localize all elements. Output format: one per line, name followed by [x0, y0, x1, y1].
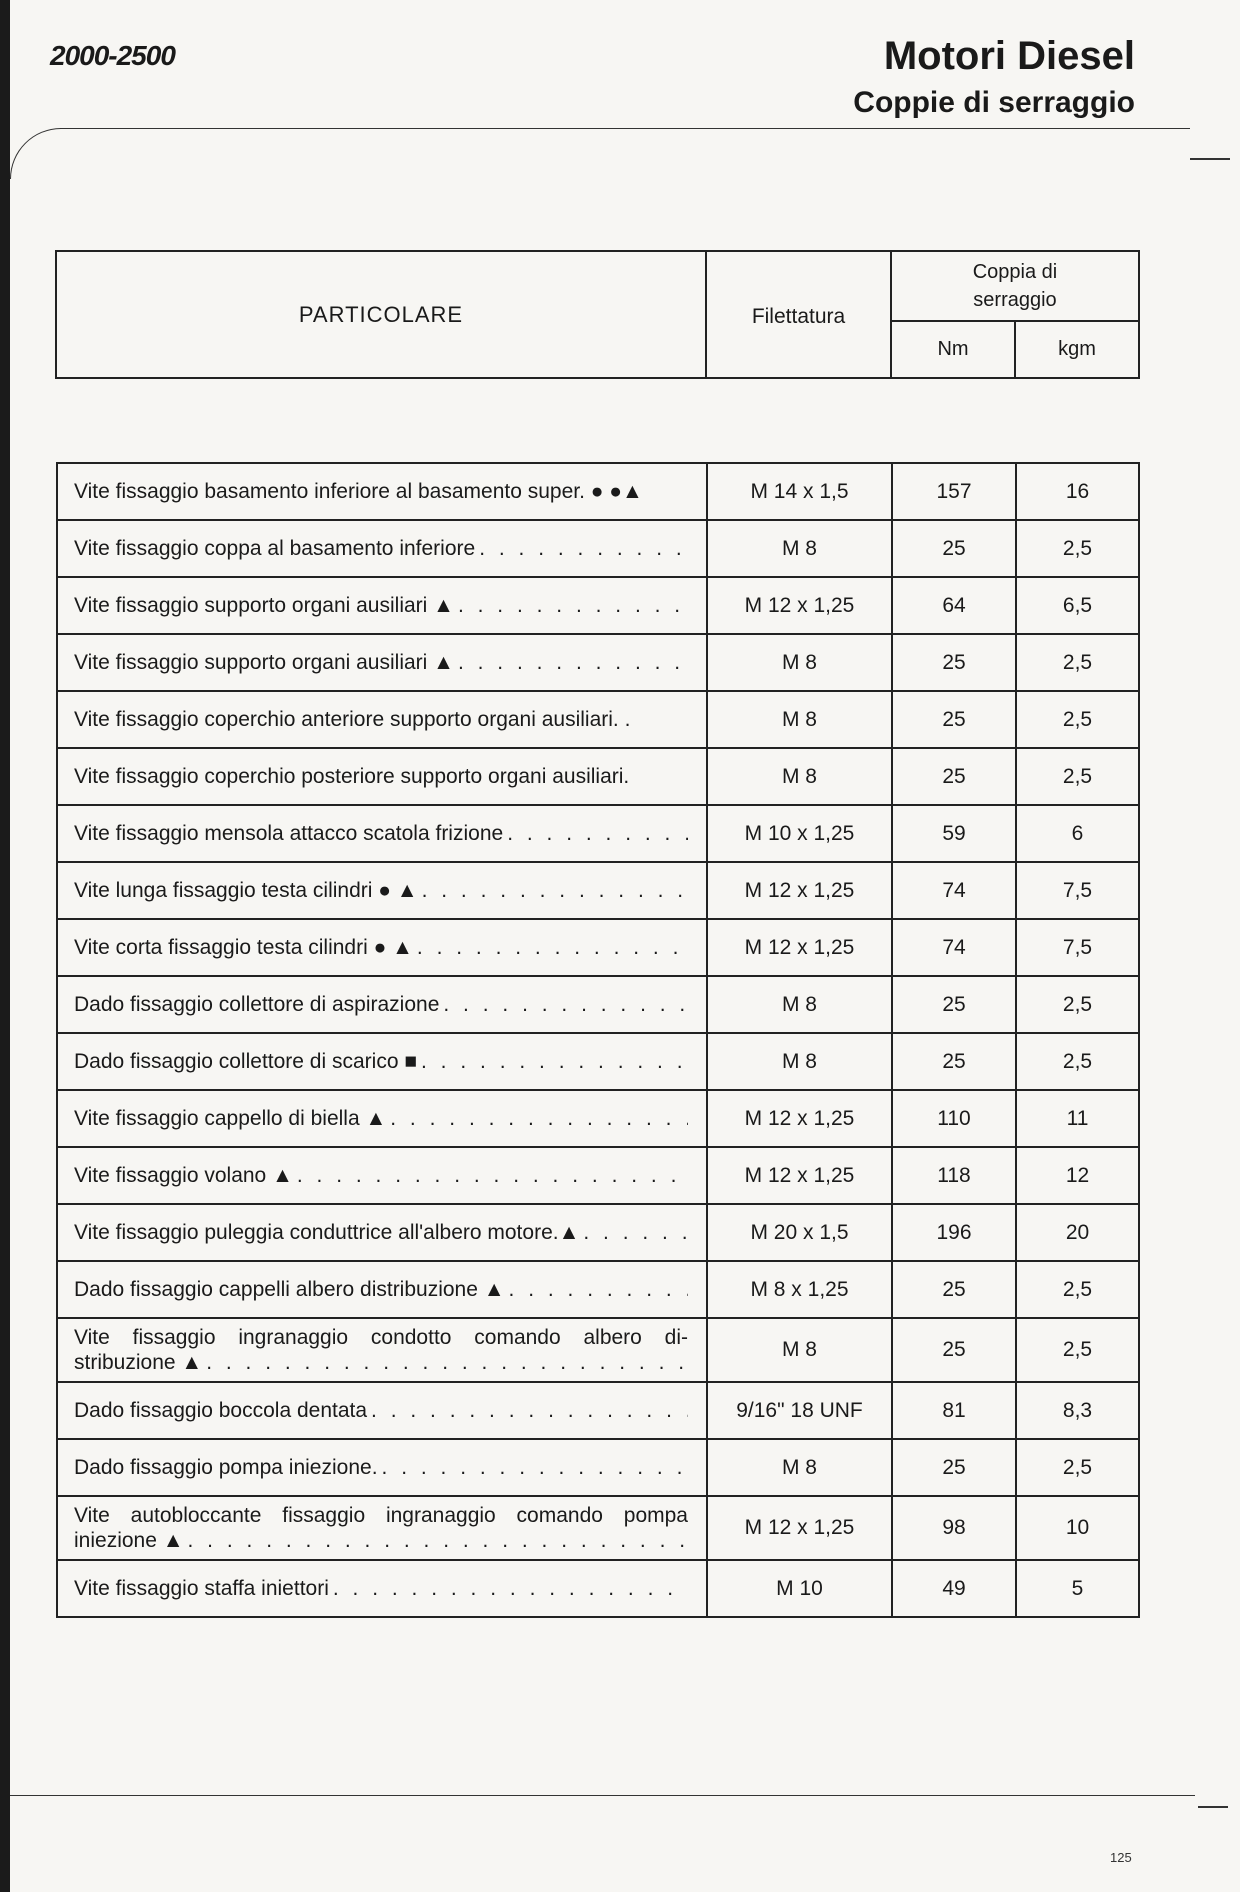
cell-particolare: [57, 520, 707, 577]
dot-leader: [386, 1107, 688, 1131]
table-row: [57, 1033, 1139, 1090]
table-row: [57, 805, 1139, 862]
cell-filettatura: M 8: [707, 1033, 892, 1090]
cell-particolare: [57, 691, 707, 748]
dot-leader: [503, 822, 688, 846]
cell-filettatura: M 12 x 1,25: [707, 862, 892, 919]
table-row: [57, 520, 1139, 577]
description-text: Vite fissaggio staffa iniettori: [74, 1576, 329, 1600]
header-nm: Nm: [891, 321, 1015, 378]
cell-particolare: [57, 577, 707, 634]
dot-leader: [418, 879, 688, 903]
description-line: [74, 1577, 688, 1601]
description-line: [74, 1107, 688, 1131]
description-line: [74, 822, 688, 846]
cell-particolare: [57, 1382, 707, 1439]
description-line: [74, 480, 688, 504]
dot-leader: [329, 1577, 688, 1601]
table-row: [57, 577, 1139, 634]
cell-particolare: [57, 463, 707, 520]
description-text: Vite fissaggio mensola attacco scatola frizione: [74, 821, 504, 845]
header-curve: [10, 128, 71, 179]
dot-leader: [579, 1221, 688, 1245]
cell-filettatura: M 20 x 1,5: [707, 1204, 892, 1261]
cell-filettatura: M 10: [707, 1560, 892, 1617]
cell-particolare: [57, 805, 707, 862]
table-row: [57, 1382, 1139, 1439]
description-text: Vite fissaggio supporto organi ausiliari ▲: [74, 593, 454, 617]
header-filettatura: Filettatura: [706, 251, 891, 378]
table-row: [57, 1318, 1139, 1382]
cell-kgm: 5: [1016, 1560, 1139, 1617]
cell-filettatura: M 8: [707, 520, 892, 577]
table-header: [55, 250, 1140, 379]
description-text: Vite fissaggio coppa al basamento inferiore: [74, 536, 476, 560]
cell-kgm: 7,5: [1016, 862, 1139, 919]
cell-nm: 49: [892, 1560, 1016, 1617]
cell-kgm: 6,5: [1016, 577, 1139, 634]
table-row: [57, 463, 1139, 520]
cell-kgm: 2,5: [1016, 976, 1139, 1033]
cell-nm: 64: [892, 577, 1016, 634]
dot-leader: [454, 651, 688, 675]
description-text: Vite fissaggio puleggia conduttrice all'albero motore.▲: [74, 1220, 580, 1244]
cell-filettatura: M 12 x 1,25: [707, 577, 892, 634]
description-text: Dado fissaggio collettore di scarico ■: [74, 1049, 418, 1073]
cell-kgm: 6: [1016, 805, 1139, 862]
cell-filettatura: M 8: [707, 976, 892, 1033]
cell-filettatura: M 12 x 1,25: [707, 1147, 892, 1204]
dot-leader: [293, 1164, 688, 1188]
cell-filettatura: M 8: [707, 1318, 892, 1382]
cell-kgm: 20: [1016, 1204, 1139, 1261]
cell-kgm: 2,5: [1016, 1439, 1139, 1496]
margin-mark: [1190, 158, 1230, 160]
description-line: [74, 1399, 688, 1423]
cell-particolare: [57, 919, 707, 976]
cell-kgm: 10: [1016, 1496, 1139, 1560]
description-text: iniezione ▲: [74, 1529, 184, 1552]
cell-nm: 157: [892, 463, 1016, 520]
cell-filettatura: 9/16" 18 UNF: [707, 1382, 892, 1439]
cell-particolare: [57, 1204, 707, 1261]
dot-leader: [367, 1399, 688, 1423]
cell-filettatura: M 8 x 1,25: [707, 1261, 892, 1318]
description-line: [74, 765, 688, 789]
description-text: Dado fissaggio cappelli albero distribuzione ▲: [74, 1277, 505, 1301]
description-line: [74, 1529, 688, 1553]
cell-nm: 25: [892, 691, 1016, 748]
cell-filettatura: M 8: [707, 634, 892, 691]
table-row: [57, 1147, 1139, 1204]
table-row: [57, 1560, 1139, 1617]
footer-rule: [10, 1795, 1195, 1796]
description-line: [74, 1456, 688, 1480]
torque-table: [56, 462, 1140, 1618]
cell-nm: 25: [892, 1261, 1016, 1318]
header-coppia: Coppia di serraggio: [891, 251, 1139, 321]
cell-filettatura: M 12 x 1,25: [707, 1496, 892, 1560]
header-rule: [60, 128, 1190, 129]
description-line: [74, 1164, 688, 1188]
cell-particolare: [57, 748, 707, 805]
table-row: [57, 1261, 1139, 1318]
dot-leader: [417, 1050, 688, 1074]
table-row: [57, 1090, 1139, 1147]
cell-nm: 98: [892, 1496, 1016, 1560]
description-line1: Vite autobloccante fissaggio ingranaggio comando pompa: [74, 1504, 688, 1527]
cell-kgm: 2,5: [1016, 1318, 1139, 1382]
description-text: Vite fissaggio coperchio posteriore supporto organi ausiliari.: [74, 764, 630, 788]
cell-nm: 25: [892, 1033, 1016, 1090]
cell-filettatura: M 12 x 1,25: [707, 1090, 892, 1147]
table-row: [57, 862, 1139, 919]
description-line: [74, 708, 688, 732]
description-text: Vite fissaggio coperchio anteriore supporto organi ausiliari. .: [74, 707, 631, 731]
dot-leader: [413, 936, 688, 960]
description-line: [74, 1221, 688, 1245]
description-line1: Vite fissaggio ingranaggio condotto comando albero di-: [74, 1326, 688, 1349]
description-text: Vite fissaggio basamento inferiore al basamento super. ● ●▲: [74, 479, 643, 503]
cell-nm: 25: [892, 634, 1016, 691]
description-text: Vite fissaggio supporto organi ausiliari ▲: [74, 650, 454, 674]
table-row: [57, 919, 1139, 976]
cell-nm: 118: [892, 1147, 1016, 1204]
description-line: [74, 879, 688, 903]
description-line: [74, 993, 688, 1017]
description-text: Dado fissaggio collettore di aspirazione: [74, 992, 440, 1016]
cell-nm: 25: [892, 520, 1016, 577]
dot-leader: [378, 1456, 688, 1480]
description-line: [74, 1351, 688, 1375]
cell-kgm: 2,5: [1016, 1261, 1139, 1318]
page-title: Motori Diesel: [883, 34, 1135, 78]
cell-particolare: [57, 1496, 707, 1560]
cell-nm: 25: [892, 1439, 1016, 1496]
cell-kgm: 16: [1016, 463, 1139, 520]
cell-kgm: 8,3: [1016, 1382, 1139, 1439]
cell-particolare: [57, 1560, 707, 1617]
cell-nm: 59: [892, 805, 1016, 862]
cell-nm: 74: [892, 919, 1016, 976]
description-line: [74, 651, 688, 675]
description-text: Dado fissaggio pompa iniezione.: [74, 1455, 378, 1479]
dot-leader: [439, 993, 688, 1017]
table-row: [57, 691, 1139, 748]
cell-nm: 196: [892, 1204, 1016, 1261]
cell-filettatura: M 10 x 1,25: [707, 805, 892, 862]
table-row: [57, 976, 1139, 1033]
description-text: Vite fissaggio volano ▲: [74, 1163, 293, 1187]
dot-leader: [505, 1278, 688, 1302]
cell-nm: 25: [892, 748, 1016, 805]
header-particolare: PARTICOLARE: [56, 251, 706, 378]
dot-leader: [202, 1351, 688, 1375]
cell-kgm: 12: [1016, 1147, 1139, 1204]
description-text: Vite corta fissaggio testa cilindri ● ▲: [74, 935, 413, 959]
description-text: stribuzione ▲: [74, 1351, 203, 1374]
description-text: Vite fissaggio cappello di biella ▲: [74, 1106, 387, 1130]
cell-kgm: 2,5: [1016, 1033, 1139, 1090]
cell-filettatura: M 12 x 1,25: [707, 919, 892, 976]
table-row: [57, 1439, 1139, 1496]
cell-nm: 81: [892, 1382, 1016, 1439]
cell-filettatura: M 14 x 1,5: [707, 463, 892, 520]
dot-leader: [454, 594, 688, 618]
cell-particolare: [57, 1033, 707, 1090]
cell-nm: 25: [892, 1318, 1016, 1382]
dot-leader: [184, 1529, 688, 1553]
description-line: [74, 1278, 688, 1302]
header-kgm: kgm: [1015, 321, 1139, 378]
table-row: [57, 1204, 1139, 1261]
description-line: [74, 537, 688, 561]
book-spine: [0, 0, 10, 1892]
cell-nm: 25: [892, 976, 1016, 1033]
cell-kgm: 2,5: [1016, 634, 1139, 691]
description-text: Vite lunga fissaggio testa cilindri ● ▲: [74, 878, 418, 902]
table-row: [57, 634, 1139, 691]
cell-kgm: 7,5: [1016, 919, 1139, 976]
dot-leader: [475, 537, 688, 561]
cell-filettatura: M 8: [707, 691, 892, 748]
cell-particolare: [57, 862, 707, 919]
model-label: 2000-2500: [50, 40, 175, 71]
cell-kgm: 2,5: [1016, 520, 1139, 577]
table-row: [57, 1496, 1139, 1560]
cell-particolare: [57, 634, 707, 691]
page-subtitle: Coppie di serraggio: [853, 86, 1135, 119]
cell-nm: 74: [892, 862, 1016, 919]
description-line: [74, 1050, 688, 1074]
description-text: Dado fissaggio boccola dentata: [74, 1398, 368, 1422]
cell-particolare: [57, 976, 707, 1033]
cell-particolare: [57, 1147, 707, 1204]
cell-particolare: [57, 1318, 707, 1382]
footer-mark: [1198, 1806, 1228, 1808]
cell-particolare: [57, 1261, 707, 1318]
description-line: [74, 594, 688, 618]
cell-particolare: [57, 1090, 707, 1147]
cell-filettatura: M 8: [707, 1439, 892, 1496]
cell-nm: 110: [892, 1090, 1016, 1147]
cell-kgm: 2,5: [1016, 748, 1139, 805]
description-line: [74, 936, 688, 960]
cell-kgm: 2,5: [1016, 691, 1139, 748]
cell-particolare: [57, 1439, 707, 1496]
table-row: [57, 748, 1139, 805]
cell-kgm: 11: [1016, 1090, 1139, 1147]
cell-filettatura: M 8: [707, 748, 892, 805]
page-number: 125: [1110, 1850, 1132, 1865]
